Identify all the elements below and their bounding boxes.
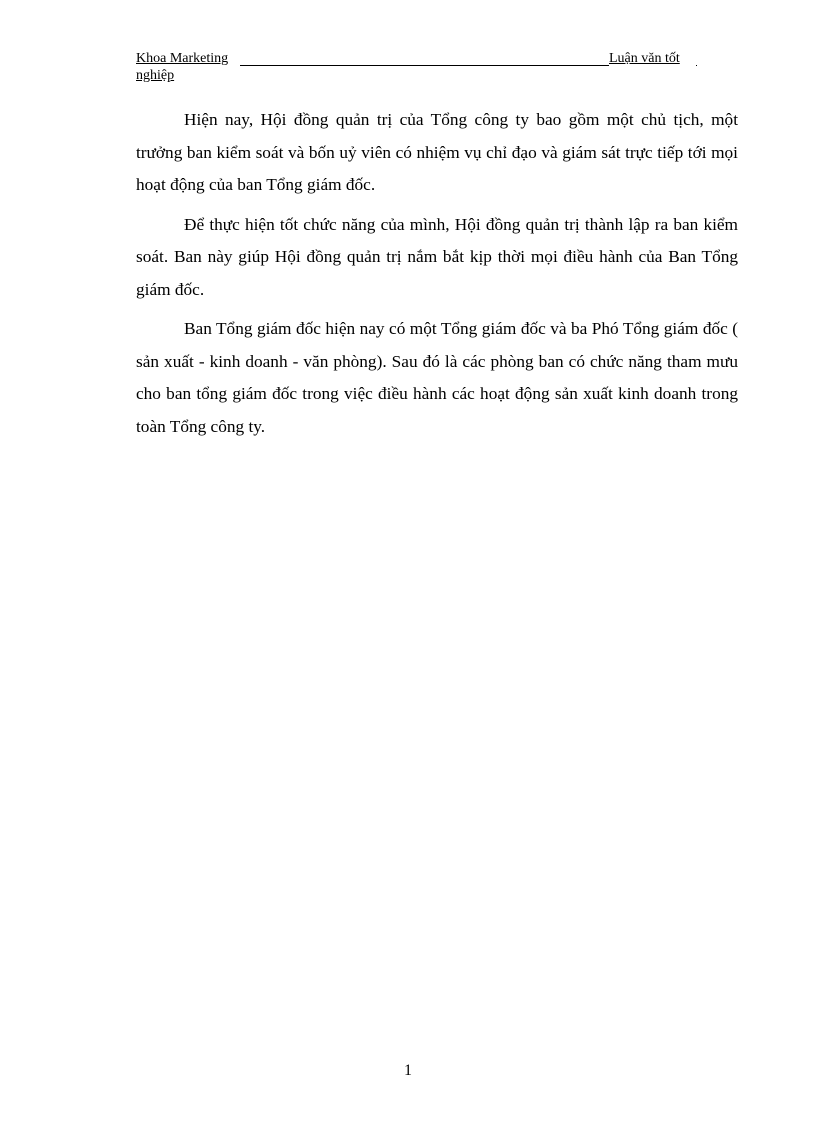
body-text [136,104,738,450]
header-continuation: nghiệp [136,68,175,83]
header-underline-rule [240,65,609,66]
header-faculty: Khoa Marketing [136,51,229,66]
page-header [136,50,697,84]
paragraph-board-composition: Hiện nay, Hội đồng quản trị của Tổng công ty bao gồm một chủ tịch, một trưởng ban kiểm soát và bốn uỷ viên có nhiệm vụ chỉ đạo và giám sát trực tiếp tới mọi hoạt động của ban Tổng giám đốc. [136,110,738,194]
header-document-type: Luận văn tốt [609,51,680,66]
header-line [136,50,697,67]
header-underline-tail [696,65,697,66]
paragraph-management-structure: Ban Tổng giám đốc hiện nay có một Tổng giám đốc và ba Phó Tổng giám đốc ( sản xuất - kinh doanh - văn phòng). Sau đó là các phòng ban có chức năng tham mưu cho ban tổng giám đốc trong việc điều hành các hoạt động sản xuất kinh doanh trong toàn Tổng công ty. [136,319,738,436]
paragraph-audit-committee: Để thực hiện tốt chức năng của mình, Hội đồng quản trị thành lập ra ban kiểm soát. Ban này giúp Hội đồng quản trị nắm bắt kịp thời mọi điều hành của Ban Tổng giám đốc. [136,214,738,299]
page-number: 1 [404,1062,412,1079]
